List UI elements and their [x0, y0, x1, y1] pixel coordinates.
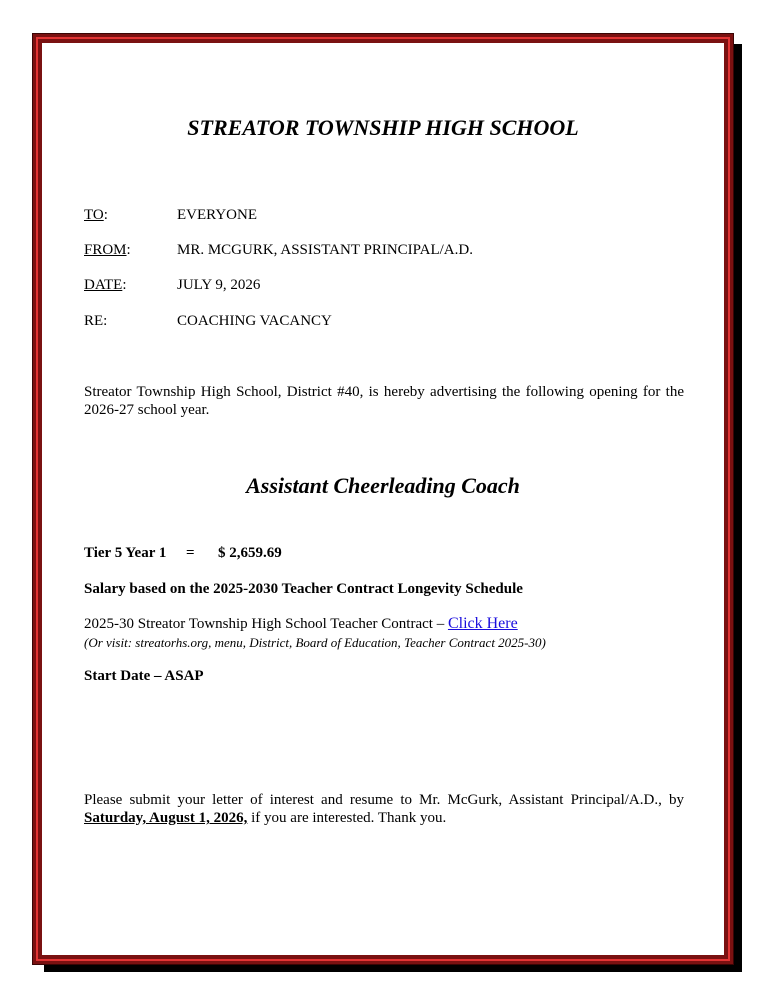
start-date: Start Date – ASAP — [84, 668, 204, 684]
salary-amount: $ 2,659.69 — [218, 545, 282, 561]
from-label-text: FROM — [84, 242, 127, 258]
page-border-frame — [32, 33, 734, 965]
memo-from-label: FROM: — [84, 242, 131, 258]
memo-date-value: JULY 9, 2026 — [177, 277, 261, 293]
to-label-text: TO — [84, 207, 104, 223]
date-label-text: DATE — [84, 277, 123, 293]
closing-text-before: Please submit your letter of interest and resume to Mr. McGurk, Assistant Principal/A.D., by — [84, 792, 684, 808]
salary-tier-label: Tier 5 Year 1 — [84, 545, 167, 561]
memo-to-label: TO: — [84, 207, 108, 223]
contract-line — [84, 615, 518, 633]
salary-basis: Salary based on the 2025-2030 Teacher Contract Longevity Schedule — [84, 581, 523, 597]
deadline-date: Saturday, August 1, 2026, — [84, 810, 248, 826]
contract-click-here-link[interactable]: Click Here — [447, 615, 518, 632]
memo-re-label: RE: — [84, 313, 108, 329]
position-title: Assistant Cheerleading Coach — [246, 473, 520, 498]
memo-re-value: COACHING VACANCY — [177, 313, 332, 329]
salary-equals: = — [186, 545, 195, 561]
memo-page — [42, 43, 724, 955]
closing-text-after: if you are interested. Thank you. — [247, 810, 447, 826]
contract-text: 2025-30 Streator Township High School Teacher Contract – — [84, 616, 448, 632]
memo-to-value: EVERYONE — [177, 207, 257, 223]
intro-paragraph: Streator Township High School, District #40, is hereby advertising the following opening for the 2026-27 school year. — [84, 384, 684, 418]
closing-paragraph — [84, 791, 684, 827]
school-title: STREATOR TOWNSHIP HIGH SCHOOL — [187, 115, 579, 140]
memo-date-label: DATE: — [84, 277, 127, 293]
contract-visit-note: (Or visit: streatorhs.org, menu, District, Board of Education, Teacher Contract 2025-30) — [84, 635, 546, 650]
memo-from-value: MR. MCGURK, ASSISTANT PRINCIPAL/A.D. — [177, 242, 473, 258]
